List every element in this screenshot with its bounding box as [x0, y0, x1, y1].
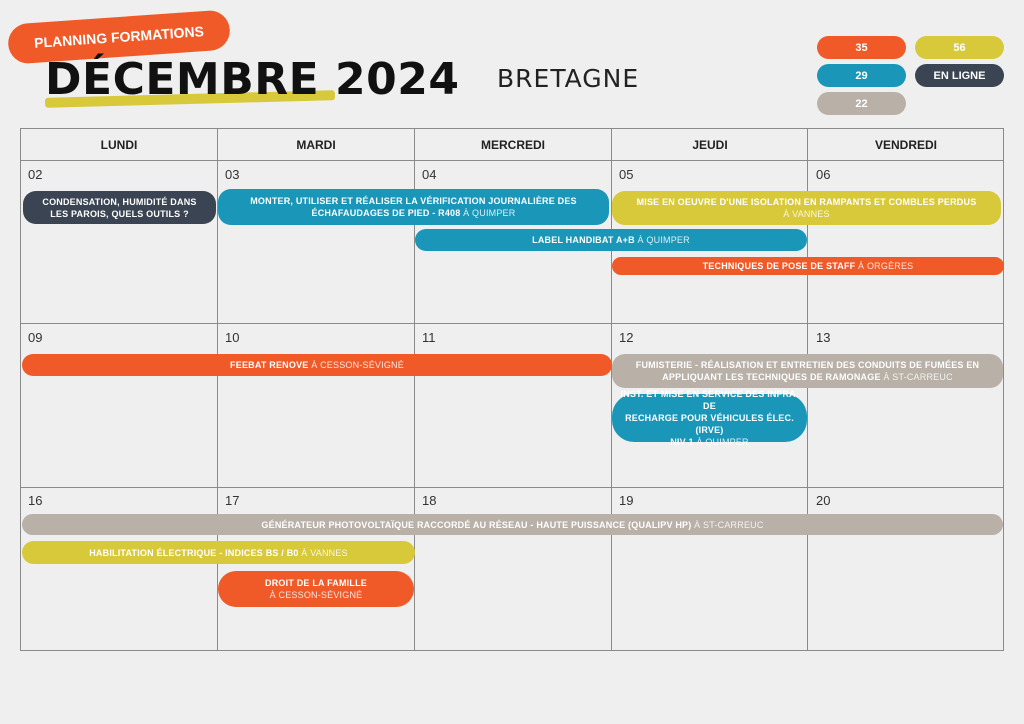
legend-22 — [817, 92, 906, 115]
event-location: À ORGÈRES — [855, 261, 914, 271]
date-number: 16 — [28, 493, 43, 508]
event-title-line: APPLIQUANT LES TECHNIQUES DE RAMONAGE — [662, 372, 881, 382]
date-number: 09 — [28, 330, 43, 345]
month-title: DÉCEMBRE 2024 — [45, 54, 460, 105]
event-droit-famille[interactable] — [218, 571, 414, 607]
legend-online — [915, 64, 1004, 87]
event-feebat-renove[interactable] — [22, 354, 612, 376]
event-echafaudages-r408[interactable] — [218, 189, 609, 225]
grid-divider — [21, 323, 1003, 324]
legend-35-label: 35 — [855, 41, 868, 54]
date-number: 19 — [619, 493, 634, 508]
day-header-friday: VENDREDI — [874, 138, 937, 152]
event-location: À CESSON-SÉVIGNÉ — [269, 590, 363, 600]
event-title-line: RECHARGE POUR VÉHICULES ÉLEC. (IRVE) — [625, 413, 794, 435]
event-location: À VANNES — [783, 209, 830, 219]
planning-tag-label: PLANNING FORMATIONS — [33, 23, 205, 51]
event-title-line: ÉCHAFAUDAGES DE PIED - R408 — [311, 208, 461, 218]
event-title-line: INST. ET MISE EN SERVICE DES INFRA. DE — [620, 389, 799, 411]
date-number: 12 — [619, 330, 634, 345]
day-header-tuesday: MARDI — [296, 138, 336, 152]
event-label-handibat[interactable] — [415, 229, 807, 251]
event-title-line: FUMISTERIE - RÉALISATION ET ENTRETIEN DES CONDUITS DE FUMÉES EN — [635, 360, 980, 370]
date-number: 05 — [619, 167, 634, 182]
event-location: À VANNES — [298, 547, 348, 558]
event-habilitation-electrique[interactable] — [22, 541, 415, 564]
event-location: À QUIMPER — [460, 208, 516, 218]
event-title: LABEL HANDIBAT A+B — [532, 235, 635, 245]
date-number: 13 — [816, 330, 831, 345]
date-number: 17 — [225, 493, 240, 508]
day-header-monday: LUNDI — [100, 138, 138, 152]
legend-29-label: 29 — [855, 69, 868, 82]
event-condensation[interactable] — [23, 191, 216, 224]
legend-56 — [915, 36, 1004, 59]
legend-35 — [817, 36, 906, 59]
event-location: À CESSON-SÉVIGNÉ — [311, 360, 404, 370]
event-location: À ST-CARREUC — [880, 372, 953, 382]
event-isolation-rampants[interactable] — [612, 191, 1001, 225]
date-number: 06 — [816, 167, 831, 182]
date-number: 18 — [422, 493, 437, 508]
event-title: TECHNIQUES DE POSE DE STAFF — [702, 261, 856, 271]
day-header-thursday: JEUDI — [692, 138, 728, 152]
date-number: 20 — [816, 493, 831, 508]
legend-22-label: 22 — [855, 97, 868, 110]
event-fumisterie[interactable] — [612, 354, 1003, 388]
event-title-line: NIV 1 — [670, 437, 694, 447]
event-title: FEEBAT RENOVE — [230, 360, 312, 370]
event-title-line: MISE EN OEUVRE D'UNE ISOLATION EN RAMPANTS ET COMBLES PERDUS — [636, 197, 977, 207]
date-number: 04 — [422, 167, 437, 182]
event-title-line: DROIT DE LA FAMILLE — [265, 578, 367, 588]
event-title-line: CONDENSATION, HUMIDITÉ DANS — [42, 196, 197, 207]
legend-56-label: 56 — [953, 41, 966, 54]
event-location: À QUIMPER — [693, 437, 749, 447]
date-number: 11 — [422, 330, 436, 345]
event-photovoltaique[interactable] — [22, 514, 1003, 535]
event-title: HABILITATION ÉLECTRIQUE - INDICES BS / B0 — [89, 547, 299, 558]
day-header-wednesday: MERCREDI — [480, 138, 545, 152]
event-title: GÉNÉRATEUR PHOTOVOLTAÏQUE RACCORDÉ AU RÉSEAU - HAUTE PUISSANCE (QUALIPV HP) — [261, 519, 692, 530]
event-irve[interactable] — [612, 389, 807, 447]
region-title: BRETAGNE — [497, 64, 640, 93]
legend-29 — [817, 64, 906, 87]
grid-divider — [21, 487, 1003, 488]
event-location: À ST-CARREUC — [691, 519, 764, 530]
legend-online-label: EN LIGNE — [933, 69, 986, 82]
event-title-line: LES PAROIS, QUELS OUTILS ? — [50, 208, 189, 219]
date-number: 10 — [225, 330, 240, 345]
event-pose-staff[interactable] — [612, 257, 1004, 275]
event-location: À QUIMPER — [634, 235, 690, 245]
event-title-line: MONTER, UTILISER ET RÉALISER LA VÉRIFICATION JOURNALIÈRE DES — [250, 196, 577, 206]
date-number: 03 — [225, 167, 240, 182]
date-number: 02 — [28, 167, 43, 182]
